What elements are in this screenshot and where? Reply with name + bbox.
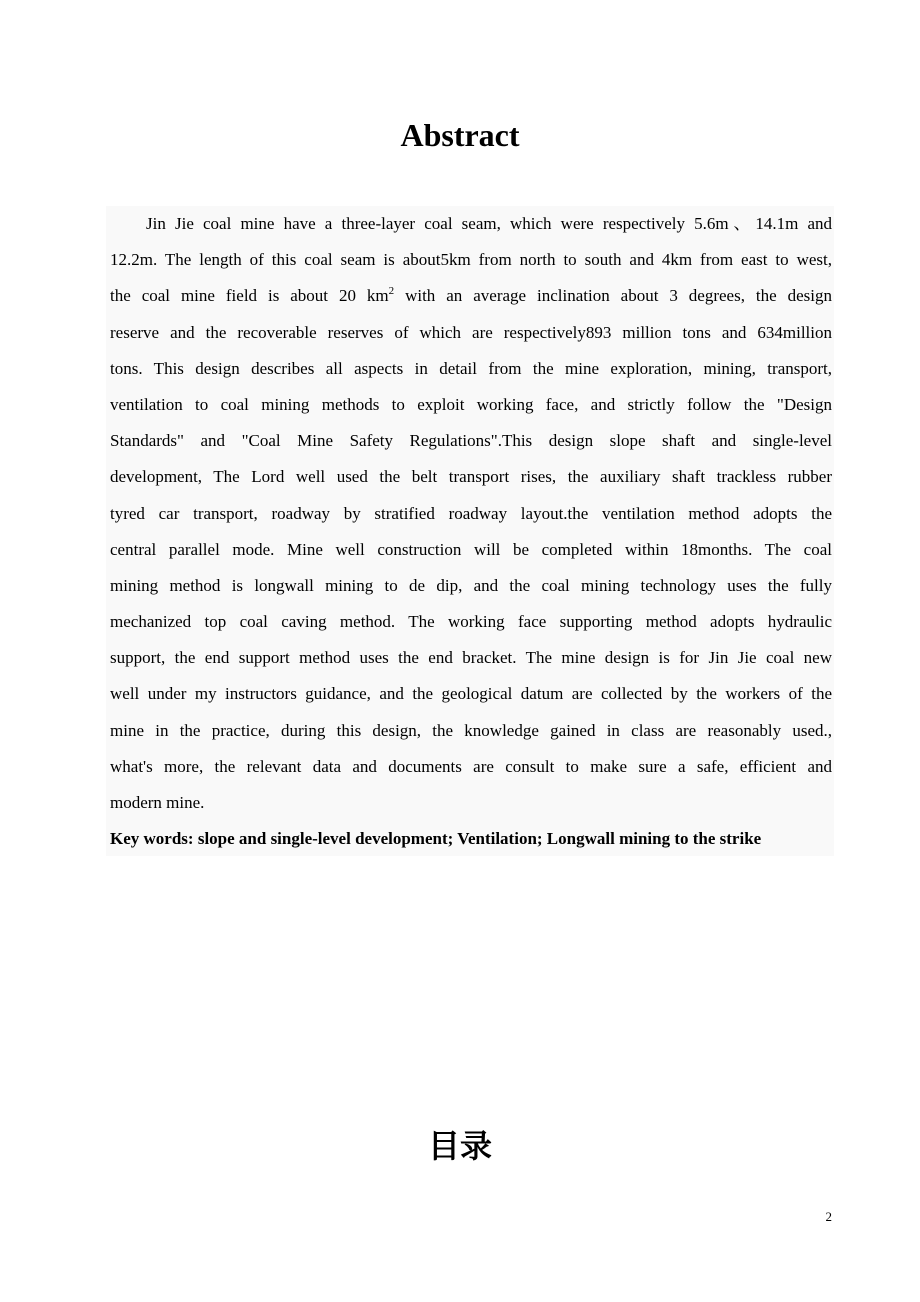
keywords: Key words: slope and single-level development; Ventilation; Longwall mining to the strike <box>110 829 762 848</box>
page-number: 2 <box>825 1209 832 1224</box>
abstract-line: well under my instructors guidance, and the geological datum are collected by the workers of the <box>110 684 832 704</box>
superscript: 2 <box>388 285 395 298</box>
abstract-line: tyred car transport, roadway by stratified roadway layout.the ventilation method adopts the <box>110 503 832 523</box>
abstract-line: central parallel mode. Mine well construction will be completed within 18months. The coal <box>110 539 832 559</box>
abstract-line <box>110 278 832 314</box>
abstract-line-part: with an average inclination about 3 degrees, the design <box>394 286 832 306</box>
abstract-body <box>110 206 832 821</box>
abstract-line: reserve and the recoverable reserves of which are respectively893 million tons and 634million <box>110 322 832 342</box>
toc-title: 目录 <box>427 1127 492 1165</box>
abstract-line: ventilation to coal mining methods to exploit working face, and strictly follow the "Design <box>110 394 832 414</box>
abstract-line: 12.2m. The length of this coal seam is about5km from north to south and 4km from east to west, <box>110 250 832 270</box>
abstract-line: mine in the practice, during this design, the knowledge gained in class are reasonably used., <box>110 720 832 740</box>
abstract-line-part: the coal mine field is about 20 km <box>110 286 389 306</box>
abstract-line: mining method is longwall mining to de dip, and the coal mining technology uses the fully <box>110 575 832 595</box>
abstract-line: Jin Jie coal mine have a three-layer coal seam, which were respectively 5.6m、14.1m and <box>146 214 832 233</box>
abstract-line: mechanized top coal caving method. The working face supporting method adopts hydraulic <box>110 612 832 632</box>
abstract-title: Abstract <box>400 117 520 153</box>
abstract-line: development, The Lord well used the belt transport rises, the auxiliary shaft trackless rubber <box>110 467 832 487</box>
abstract-line: what's more, the relevant data and documents are consult to make sure a safe, efficient and <box>110 756 832 776</box>
abstract-line: tons. This design describes all aspects in detail from the mine exploration, mining, transport, <box>110 358 832 378</box>
abstract-line: support, the end support method uses the end bracket. The mine design is for Jin Jie coal new <box>110 648 832 668</box>
abstract-line: modern mine. <box>110 793 205 812</box>
abstract-line: Standards" and "Coal Mine Safety Regulations".This design slope shaft and single-level <box>110 431 832 451</box>
